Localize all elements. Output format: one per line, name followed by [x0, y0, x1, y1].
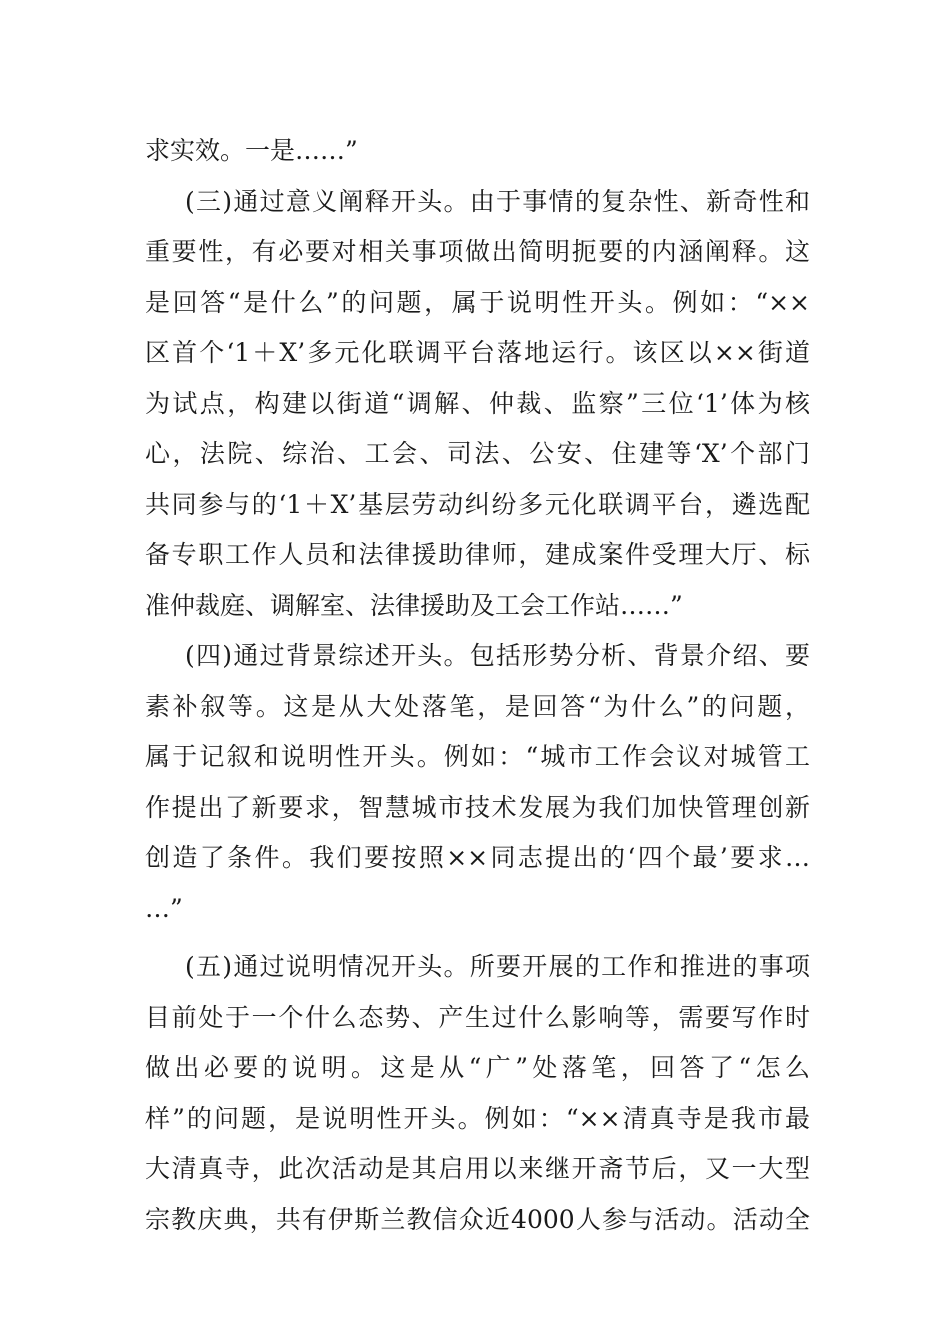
text-line: 大清真寺，此次活动是其启用以来继开斋节后，又一大型 — [145, 1154, 810, 1183]
paragraph-gap — [145, 934, 810, 942]
text-line: 样”的问题，是说明性开头。例如：“××清真寺是我市最 — [145, 1103, 810, 1133]
text-line: 心，法院、综治、工会、司法、公安、住建等‘X’个部门 — [145, 439, 810, 468]
text-line: (四)通过背景综述开头。包括形势分析、背景介绍、要 — [185, 641, 810, 670]
text-line: (三)通过意义阐释开头。由于事情的复杂性、新奇性和 — [185, 186, 810, 216]
text-line: …” — [145, 893, 183, 923]
text-line: 共同参与的‘1＋X’基层劳动纠纷多元化联调平台，遴选配 — [145, 489, 810, 519]
text-line: 备专职工作人员和法律援助律师，建成案件受理大厅、标 — [145, 540, 810, 569]
text-line: 宗教庆典，共有伊斯兰教信众近4000人参与活动。活动全 — [145, 1204, 810, 1234]
text-line: 求实效。一是……” — [145, 136, 358, 165]
body-text — [145, 126, 810, 1245]
text-line: 重要性，有必要对相关事项做出简明扼要的内涵阐释。这 — [145, 237, 810, 266]
text-line: 为试点，构建以街道“调解、仲裁、监察”三位‘1’体为核 — [145, 388, 810, 418]
text-line: 准仲裁庭、调解室、法律援助及工会工作站……” — [145, 590, 683, 620]
text-line: 区首个‘1＋X’多元化联调平台落地运行。该区以××街道 — [145, 338, 810, 367]
text-line: 创造了条件。我们要按照××同志提出的‘四个最’要求… — [145, 843, 810, 872]
text-line: (五)通过说明情况开头。所要开展的工作和推进的事项 — [185, 952, 810, 981]
text-line: 做出必要的说明。这是从“广”处落笔，回答了“怎么 — [145, 1053, 810, 1082]
text-line: 素补叙等。这是从大处落笔，是回答“为什么”的问题， — [145, 691, 810, 721]
text-line: 目前处于一个什么态势、产生过什么影响等，需要写作时 — [145, 1002, 810, 1032]
text-line: 作提出了新要求，智慧城市技术发展为我们加快管理创新 — [145, 792, 810, 822]
text-line: 属于记叙和说明性开头。例如：“城市工作会议对城管工 — [145, 742, 810, 771]
text-line: 是回答“是什么”的问题，属于说明性开头。例如：“×× — [145, 287, 810, 317]
